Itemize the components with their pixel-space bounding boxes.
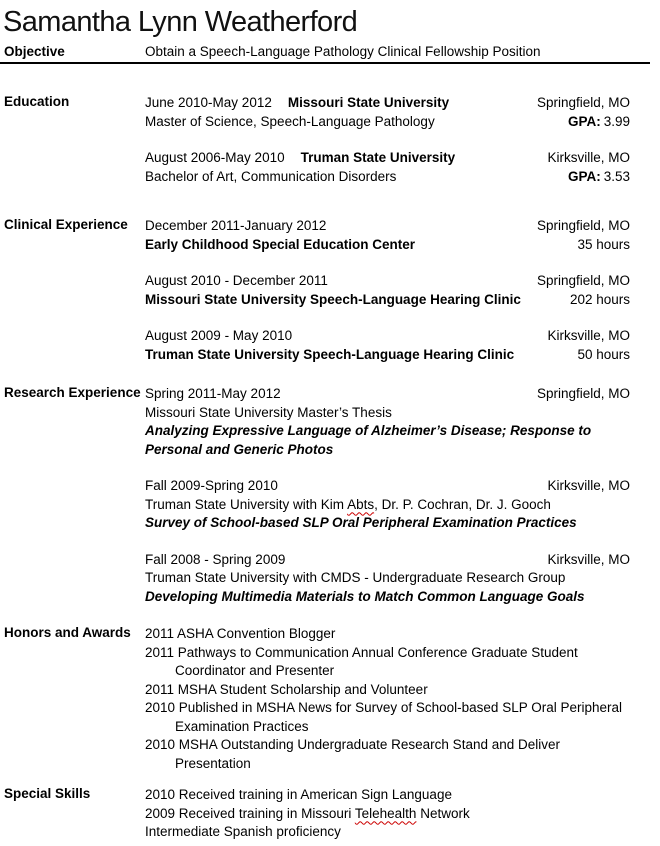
section-label-clinical: Clinical Experience xyxy=(4,217,128,232)
section-education xyxy=(0,94,660,186)
education-location: Kirksville, MO xyxy=(547,150,630,165)
research-location: Kirksville, MO xyxy=(547,551,630,567)
honors-item: 2010 Published in MSHA News for Survey of School-based SLP Oral Peripheral Examination Practices xyxy=(145,700,623,734)
clinical-date: August 2010 - December 2011 xyxy=(145,273,328,288)
research-project-title: Developing Multimedia Materials to Match Common Language Goals xyxy=(145,588,585,604)
section-clinical-experience xyxy=(0,217,660,364)
education-degree: Bachelor of Art, Communication Disorders xyxy=(145,168,397,184)
research-organization: Missouri State University Master’s Thesis xyxy=(145,404,392,420)
education-entry xyxy=(145,149,630,186)
honors-item: 2011 MSHA Student Scholarship and Volunteer xyxy=(145,681,428,697)
clinical-entry xyxy=(145,217,630,254)
spellcheck-underline: Abts xyxy=(347,496,375,512)
education-institution: Truman State University xyxy=(300,150,456,165)
research-entry xyxy=(145,385,630,459)
section-label-skills: Special Skills xyxy=(4,786,91,801)
section-label-objective: Objective xyxy=(4,44,65,59)
education-date: June 2010-May 2012 xyxy=(145,95,272,110)
section-special-skills xyxy=(0,786,660,842)
research-date: Fall 2009-Spring 2010 xyxy=(145,478,278,493)
section-honors-awards xyxy=(0,625,660,773)
research-date: Fall 2008 - Spring 2009 xyxy=(145,551,286,567)
education-gpa: GPA: 3.53 xyxy=(567,168,630,184)
spellcheck-underline: Telehealth xyxy=(354,805,417,821)
clinical-hours: 35 hours xyxy=(577,236,630,252)
section-label-research: Research Experience xyxy=(4,385,141,400)
section-research-experience xyxy=(0,385,660,606)
education-entry xyxy=(145,94,630,131)
clinical-hours: 202 hours xyxy=(569,291,630,307)
clinical-site: Early Childhood Special Education Center xyxy=(145,236,416,252)
clinical-date: December 2011-January 2012 xyxy=(145,218,327,233)
honors-item: 2011 ASHA Convention Blogger xyxy=(145,626,336,641)
education-institution: Missouri State University xyxy=(287,95,450,110)
skills-item: Intermediate Spanish proficiency xyxy=(145,824,341,839)
clinical-entry xyxy=(145,327,630,364)
clinical-site: Truman State University Speech-Language Hearing Clinic xyxy=(145,346,515,362)
objective-text: Obtain a Speech-Language Pathology Clinical Fellowship Position xyxy=(145,44,541,59)
honors-item: 2011 Pathways to Communication Annual Conference Graduate Student Coordinator and Presenter xyxy=(145,644,578,678)
skills-content xyxy=(145,786,630,842)
education-content xyxy=(145,94,630,186)
clinical-location: Kirksville, MO xyxy=(547,328,630,343)
clinical-date: August 2009 - May 2010 xyxy=(145,328,293,343)
research-location: Springfield, MO xyxy=(536,386,630,401)
skills-item: 2009 Received training in Missouri Telehealth Network xyxy=(145,805,470,821)
clinical-hours: 50 hours xyxy=(577,346,630,362)
skills-item: 2010 Received training in American Sign Language xyxy=(145,787,452,802)
page-title: Samantha Lynn Weatherford xyxy=(3,6,358,38)
research-location: Kirksville, MO xyxy=(547,478,630,493)
research-organization: Truman State University with Kim Abts, Dr. P. Cochran, Dr. J. Gooch xyxy=(145,496,551,512)
clinical-location: Springfield, MO xyxy=(536,273,630,288)
education-date: August 2006-May 2010 xyxy=(145,150,285,165)
research-date: Spring 2011-May 2012 xyxy=(145,386,281,401)
section-label-honors: Honors and Awards xyxy=(4,625,131,640)
research-entry xyxy=(145,551,630,607)
section-label-education: Education xyxy=(4,94,70,109)
research-organization: Truman State University with CMDS - Undergraduate Research Group xyxy=(145,570,566,585)
honors-item: 2010 MSHA Outstanding Undergraduate Research Stand and Deliver Presentation xyxy=(145,737,560,771)
clinical-location: Springfield, MO xyxy=(536,218,630,233)
clinical-content xyxy=(145,217,630,364)
education-gpa: GPA: 3.99 xyxy=(567,113,630,129)
education-location: Springfield, MO xyxy=(536,95,630,110)
clinical-entry xyxy=(145,272,630,309)
research-entry xyxy=(145,477,630,533)
research-project-title: Survey of School-based SLP Oral Peripheral Examination Practices xyxy=(145,515,577,530)
education-degree: Master of Science, Speech-Language Pathology xyxy=(145,113,435,129)
clinical-site: Missouri State University Speech-Language Hearing Clinic xyxy=(145,291,521,307)
objective-row xyxy=(0,44,650,64)
honors-content xyxy=(145,625,630,773)
research-content xyxy=(145,385,630,606)
research-project-title: Analyzing Expressive Language of Alzheimer’s Disease; Response to Personal and Generic Photos xyxy=(145,423,592,457)
